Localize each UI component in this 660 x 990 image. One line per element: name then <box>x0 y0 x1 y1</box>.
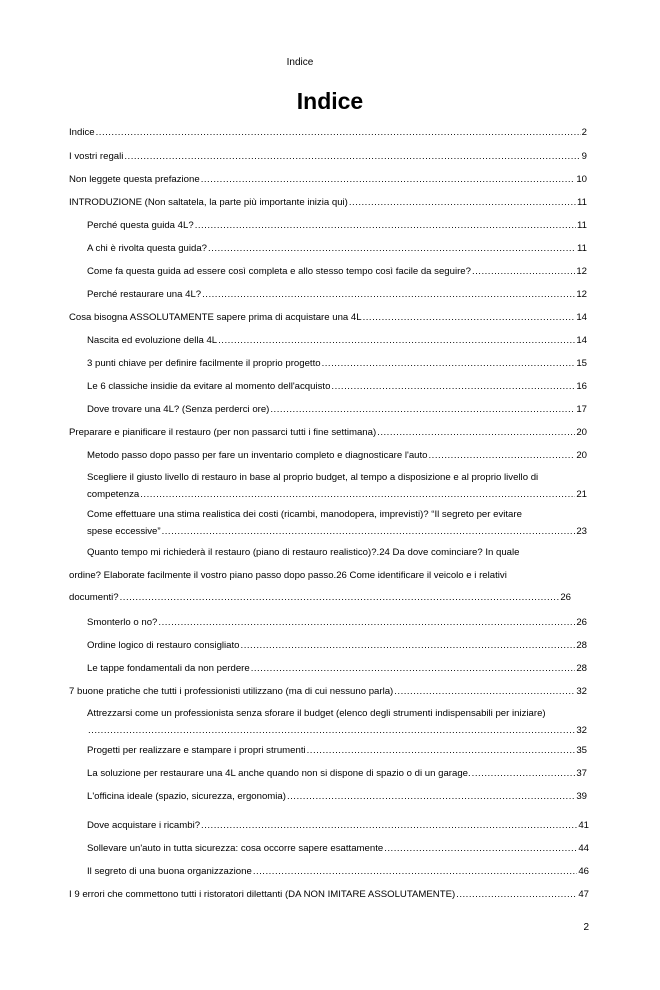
toc-entry-page: 35 <box>576 745 587 756</box>
toc-entry-title: Metodo passo dopo passo per fare un inventario completo e diagnosticare l'auto <box>87 450 428 461</box>
toc-entry-title: Preparare e pianificare il restauro (per non passarci tutti i fine settimana) <box>69 427 377 438</box>
running-header: Indice <box>286 57 314 68</box>
toc-entry-title-line: Quanto tempo mi richiederà il restauro (piano di restauro realistico)?.24 Da dove cominciare? In quale <box>87 547 520 558</box>
toc-entry[interactable] <box>69 312 587 324</box>
toc-entry-title: Perché questa guida 4L? <box>87 220 194 231</box>
toc-entry-page: 2 <box>581 127 587 138</box>
toc-entry[interactable] <box>87 745 587 757</box>
toc-entry-page: 9 <box>581 151 587 162</box>
toc-entry-title: Cosa bisogna ASSOLUTAMENTE sapere prima di acquistare una 4L <box>69 312 362 323</box>
toc-entry-title: Perché restaurare una 4L? <box>87 289 202 300</box>
toc-entry-title: documenti? <box>69 592 119 603</box>
toc-entry-title: Dove acquistare i ricambi? <box>87 820 201 831</box>
toc-entry-page: 47 <box>578 889 589 900</box>
toc-entry[interactable] <box>69 197 587 209</box>
toc-entry-title: L'officina ideale (spazio, sicurezza, ergonomia) <box>87 791 286 802</box>
toc-entry-title: I vostri regali <box>69 151 124 162</box>
toc-entry[interactable] <box>87 381 587 393</box>
toc-entry[interactable] <box>87 404 587 416</box>
toc-entry-page: 12 <box>576 289 587 300</box>
toc-entry-continuation <box>69 570 587 582</box>
toc-entry-title: Le tappe fondamentali da non perdere <box>87 663 250 674</box>
toc-entry[interactable] <box>87 243 587 255</box>
page-title: Indice <box>296 88 364 114</box>
toc-entry-title: Nascita ed evoluzione della 4L <box>87 335 218 346</box>
toc-entry[interactable] <box>87 220 587 232</box>
toc-entry-title-line: Come effettuare una stima realistica dei costi (ricambi, manodopera, imprevisti)? “Il segreto per evitare <box>87 509 522 520</box>
toc-entry-page: 44 <box>578 843 589 854</box>
toc-entry[interactable] <box>87 617 587 629</box>
toc-entry-title: Le 6 classiche insidie da evitare al momento dell'acquisto <box>87 381 331 392</box>
toc-entry-title: Come fa questa guida ad essere così completa e allo stesso tempo così facile da seguire? <box>87 266 471 277</box>
toc-entry-page: 12 <box>576 266 587 277</box>
toc-entry-page: 32 <box>576 686 587 697</box>
toc-entry-title: Progetti per realizzare e stampare i propri strumenti <box>87 745 306 756</box>
toc-entry[interactable] <box>87 472 587 501</box>
toc-entry-title: La soluzione per restaurare una 4L anche quando non si dispone di spazio o di un garage. <box>87 768 471 779</box>
toc-entry-title: Indice <box>69 127 95 138</box>
toc-entry[interactable] <box>87 289 587 301</box>
toc-entry-title: 7 buone pratiche che tutti i professionisti utilizzano (ma di cui nessuno parla) <box>69 686 394 697</box>
toc-entry-title-line: ordine? Elaborate facilmente il vostro piano passo dopo passo.26 Come identificare il veicolo e i relativi <box>69 570 507 581</box>
toc-entry-title: Sollevare un'auto in tutta sicurezza: cosa occorre sapere esattamente <box>87 843 384 854</box>
toc-entry[interactable] <box>87 820 589 832</box>
toc-entry-page: 46 <box>578 866 589 877</box>
toc-entry[interactable] <box>69 174 587 186</box>
toc-entry-page: 14 <box>576 335 587 346</box>
toc-entry-page: 32 <box>576 725 587 736</box>
toc-entry-page: 11 <box>577 197 587 208</box>
toc-entry[interactable] <box>87 335 587 347</box>
toc-entry[interactable] <box>87 708 587 737</box>
toc-entry-title: INTRODUZIONE (Non saltatela, la parte più importante inizia qui) <box>69 197 348 208</box>
page-number: 2 <box>583 922 589 933</box>
toc-entry-page: 10 <box>576 174 587 185</box>
toc-entry-page: 16 <box>576 381 587 392</box>
toc-entry-page: 21 <box>576 489 587 500</box>
toc-entry-page: 11 <box>577 220 587 231</box>
toc-entry-title: 3 punti chiave per definire facilmente il proprio progetto <box>87 358 321 369</box>
toc-entry-page: 28 <box>576 640 587 651</box>
toc-entry[interactable] <box>69 151 587 163</box>
toc-entry-page: 26 <box>560 592 571 603</box>
toc-entry-page: 14 <box>576 312 587 323</box>
toc-entry[interactable] <box>69 889 589 901</box>
toc-entry-title: Non leggete questa prefazione <box>69 174 200 185</box>
toc-entry-title: I 9 errori che commettono tutti i ristoratori dilettanti (DA NON IMITARE ASSOLUTAMENTE) <box>69 889 456 900</box>
toc-entry-page: 15 <box>576 358 587 369</box>
toc-entry[interactable] <box>69 427 587 439</box>
toc-entry-page: 28 <box>576 663 587 674</box>
toc-entry[interactable] <box>87 640 587 652</box>
toc-entry-title: A chi è rivolta questa guida? <box>87 243 208 254</box>
toc-entry-page: 26 <box>576 617 587 628</box>
toc-entry[interactable] <box>87 547 587 559</box>
toc-entry-page: 41 <box>578 820 589 831</box>
toc-entry-title: competenza <box>87 489 140 500</box>
toc-entry-page: 20 <box>576 427 587 438</box>
toc-entry-page: 11 <box>577 243 587 254</box>
toc-entry[interactable] <box>69 686 587 698</box>
toc-entry[interactable] <box>87 866 589 878</box>
toc-entry-title-line: Attrezzarsi come un professionista senza sforare il budget (elenco degli strumenti indispensabili per iniziare) <box>87 708 546 719</box>
toc-entry[interactable] <box>87 663 587 675</box>
toc-entry-title: Ordine logico di restauro consigliato <box>87 640 240 651</box>
toc-entry-title: Dove trovare una 4L? (Senza perderci ore) <box>87 404 270 415</box>
toc-entry[interactable] <box>87 843 589 855</box>
toc-entry-title-line: Scegliere il giusto livello di restauro in base al proprio budget, al tempo a disposizione e al proprio livello di <box>87 472 539 483</box>
toc-entry-title: Il segreto di una buona organizzazione <box>87 866 252 877</box>
toc-entry-page: 39 <box>576 791 587 802</box>
toc-entry[interactable] <box>87 768 587 780</box>
toc-entry[interactable] <box>87 266 587 278</box>
toc-entry-title: Smonterlo o no? <box>87 617 158 628</box>
toc-entry-page: 20 <box>576 450 587 461</box>
toc-entry[interactable] <box>87 509 587 538</box>
toc-entry-page: 23 <box>576 526 587 537</box>
toc-entry[interactable] <box>69 127 587 139</box>
toc-entry[interactable] <box>87 358 587 370</box>
toc-entry-page: 17 <box>576 404 587 415</box>
toc-entry-title: spese eccessive” <box>87 526 161 537</box>
toc-entry-page: 37 <box>576 768 587 779</box>
toc-entry-continuation <box>69 592 571 604</box>
toc-entry[interactable] <box>87 791 587 803</box>
toc-entry[interactable] <box>87 450 587 462</box>
